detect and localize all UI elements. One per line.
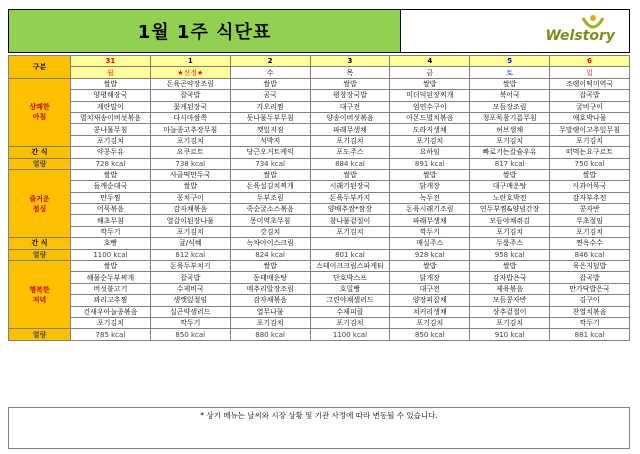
lunch-item: 두부조림 <box>230 192 310 203</box>
breakfast-item: 곰국 <box>230 90 310 101</box>
lunch-item: 깍두기 <box>390 226 470 237</box>
dinner-row <box>9 295 630 306</box>
lunch-item: 죽순굴소스볶음 <box>230 204 310 215</box>
lunch-kcal-value: 824 kcal <box>230 249 310 260</box>
breakfast-item: 쌀밥 <box>310 78 390 89</box>
breakfast-kcal-value: 738 kcal <box>150 158 230 169</box>
lunch-label <box>9 169 71 237</box>
dinner-item: 포기김치 <box>310 317 390 328</box>
dinner-item: 잡곡밥 <box>150 272 230 283</box>
day-cell: 수 <box>230 67 310 78</box>
lunch-item: 사과어묵국 <box>550 181 630 192</box>
breakfast-item: 돗나물두부무침 <box>230 112 310 123</box>
dinner-kcal-value: 850 kcal <box>390 329 470 340</box>
lunch-item: 쌀밥 <box>550 169 630 180</box>
breakfast-kcal-value: 750 kcal <box>550 158 630 169</box>
breakfast-item: 쌀밥 <box>470 78 550 89</box>
breakfast-item: 포기김치 <box>550 135 630 146</box>
breakfast-item: 마늘종고추장무침 <box>150 124 230 135</box>
breakfast-snack-item: 요하임 <box>390 147 470 158</box>
date-row <box>9 56 630 67</box>
breakfast-row <box>9 135 630 146</box>
dinner-row <box>9 306 630 317</box>
breakfast-item: 잡곡밥 <box>150 90 230 101</box>
day-cell: 목 <box>310 67 390 78</box>
lunch-item: 해초무침 <box>71 215 151 226</box>
dinner-item: 모듬콩자반 <box>470 295 550 306</box>
dinner-item: 대구전 <box>390 283 470 294</box>
day-cell: 월 <box>71 67 151 78</box>
header <box>8 9 630 53</box>
lunch-item: 들깨순대국 <box>71 181 151 192</box>
dinner-item: 깍두기 <box>150 317 230 328</box>
date-cell: 6 <box>550 56 630 67</box>
date-cell: 5 <box>470 56 550 67</box>
breakfast-snack-item: 포도주스 <box>310 147 390 158</box>
lunch-row <box>9 204 630 215</box>
day-row <box>9 67 630 78</box>
date-cell: 1 <box>150 56 230 67</box>
dinner-kcal-value: 850 kcal <box>150 329 230 340</box>
dinner-item: 감자밥은국 <box>470 272 550 283</box>
dinner-kcal-value: 785 kcal <box>71 329 151 340</box>
breakfast-kcal-value: 891 kcal <box>390 158 470 169</box>
lunch-item: 파래무생채 <box>390 215 470 226</box>
lunch-item: 쌀밥 <box>470 169 550 180</box>
dinner-item: 감자채볶음 <box>230 295 310 306</box>
breakfast-item: 포기김치 <box>150 135 230 146</box>
breakfast-item: 다시마쌈쪽 <box>150 112 230 123</box>
dinner-item: 꽈리고추찜 <box>71 295 151 306</box>
dinner-row <box>9 261 630 272</box>
lunch-item: 무초절임 <box>550 215 630 226</box>
breakfast-kcal-row <box>9 158 630 169</box>
lunch-item: 갓김치 <box>230 226 310 237</box>
lunch-row <box>9 226 630 237</box>
breakfast-item: 포기김치 <box>71 135 151 146</box>
breakfast-item: 조랭이떡미역국 <box>550 78 630 89</box>
lunch-item: 몽미역초무침 <box>230 215 310 226</box>
breakfast-row <box>9 78 630 89</box>
lunch-item: 꽁치구이 <box>150 192 230 203</box>
lunch-item: 콩자반 <box>550 204 630 215</box>
lunch-item: 사골떡만두국 <box>150 169 230 180</box>
breakfast-label-part: 아침 <box>32 113 47 122</box>
lunch-item: 시래기된장국 <box>310 181 390 192</box>
dinner-item: 육은지덮밥 <box>550 261 630 272</box>
dinner-item: 생깻잎절임 <box>150 295 230 306</box>
lunch-item: 노란호박전 <box>470 192 550 203</box>
lunch-kcal-label: 열량 <box>9 249 71 260</box>
breakfast-kcal-value: 817 kcal <box>470 158 550 169</box>
breakfast-item: 석박지 <box>230 135 310 146</box>
lunch-item: 포기김치 <box>470 226 550 237</box>
dinner-item: 상추겉절이 <box>470 306 550 317</box>
lunch-item: 녹두전 <box>390 192 470 203</box>
dinner-item: 제육볶음 <box>470 283 550 294</box>
breakfast-item: 미더덕된장찌개 <box>390 90 470 101</box>
dinner-item: 잡곡밥 <box>550 272 630 283</box>
dinner-item: 수제피클 <box>310 306 390 317</box>
breakfast-item: 쌀밥 <box>230 78 310 89</box>
breakfast-item: 가오리찜 <box>230 101 310 112</box>
breakfast-snack-item: 요쿠르트 <box>150 147 230 158</box>
date-cell: 31 <box>71 56 151 67</box>
lunch-snack-row <box>9 238 630 249</box>
breakfast-item: 파래무생채 <box>310 124 390 135</box>
dinner-kcal-value: 881 kcal <box>550 329 630 340</box>
breakfast-item: 포기김치 <box>390 135 470 146</box>
lunch-kcal-row <box>9 249 630 260</box>
lunch-item: 모듬야채쥐김 <box>470 215 550 226</box>
breakfast-item: 애호박나물 <box>550 112 630 123</box>
dinner-item: 쌀밥 <box>390 261 470 272</box>
lunch-row <box>9 169 630 180</box>
breakfast-item: 북어국 <box>470 90 550 101</box>
menu-table <box>8 55 630 341</box>
breakfast-kcal-label: 열량 <box>9 158 71 169</box>
lunch-item: 연두부찜&양념간장 <box>470 204 550 215</box>
lunch-item: 어묵볶음 <box>71 204 151 215</box>
breakfast-item: 청포묵참기름무침 <box>470 112 550 123</box>
lunch-snack-label: 간 식 <box>9 238 71 249</box>
header-label: 구분 <box>9 56 71 79</box>
breakfast-item: 계란말이 <box>71 101 151 112</box>
dinner-kcal-value: 910 kcal <box>470 329 550 340</box>
dinner-kcal-row <box>9 329 630 340</box>
lunch-snack-item <box>310 238 390 249</box>
lunch-label-part: 즐거운 <box>29 194 50 203</box>
dinner-item: 만가닥밥은국 <box>550 283 630 294</box>
dinner-item: 포기김치 <box>390 317 470 328</box>
lunch-snack-item: 매실주스 <box>390 238 470 249</box>
lunch-item: 대구매운탕 <box>470 181 550 192</box>
dinner-kcal-value: 1100 kcal <box>310 329 390 340</box>
breakfast-snack-item: 빠로기는칼슘우유 <box>470 147 550 158</box>
page-title: 1월 1주 식단표 <box>9 10 401 52</box>
breakfast-item: 멸치새송이버섯볶음 <box>71 112 151 123</box>
lunch-kcal-value: 846 kcal <box>550 249 630 260</box>
dinner-item: 돈육두부치기 <box>150 261 230 272</box>
footer-note: * 상기 메뉴는 날씨와 시장 상황 및 기관 사정에 따라 변동될 수 있습니다. <box>8 407 630 449</box>
breakfast-item: 쌀밥 <box>71 78 151 89</box>
breakfast-item: 아몬드멸치볶음 <box>390 112 470 123</box>
breakfast-item: 평창장국밥 <box>310 90 390 101</box>
lunch-item: 감자부추전 <box>550 192 630 203</box>
lunch-kcal-value: 958 kcal <box>470 249 550 260</box>
breakfast-item: 무말랭이고추잎무침 <box>550 124 630 135</box>
dinner-label <box>9 261 71 329</box>
lunch-item: 만두찜 <box>71 192 151 203</box>
lunch-item: 포기김치 <box>150 226 230 237</box>
breakfast-item: 대구전 <box>310 101 390 112</box>
breakfast-item: 포기김치 <box>310 135 390 146</box>
breakfast-snack-label: 간 식 <box>9 147 71 158</box>
dinner-item: 동태매운탕 <box>230 272 310 283</box>
dinner-item: 포기김치 <box>71 317 151 328</box>
date-cell: 2 <box>230 56 310 67</box>
dinner-item: 포기김치 <box>230 317 310 328</box>
breakfast-item: 양송이버섯볶음 <box>310 112 390 123</box>
breakfast-label-part: 상쾌한 <box>29 103 50 112</box>
lunch-row <box>9 181 630 192</box>
dinner-label-part: 행복한 <box>29 285 50 294</box>
dinner-item: 쌀밥 <box>71 261 151 272</box>
lunch-item: 쌀밥 <box>230 169 310 180</box>
dinner-item: 해물순두부찌개 <box>71 272 151 283</box>
lunch-item: 참나물겉절이 <box>310 215 390 226</box>
lunch-snack-item: 호빵 <box>71 238 151 249</box>
lunch-item: 돈육시래기조림 <box>390 204 470 215</box>
breakfast-row <box>9 124 630 135</box>
breakfast-item: 깻잎지짐 <box>230 124 310 135</box>
lunch-item: 쌀밥 <box>71 169 151 180</box>
lunch-item: 닭개장 <box>390 181 470 192</box>
dinner-item: 수제비국 <box>150 283 230 294</box>
lunch-item: 돈육두부카지 <box>310 192 390 203</box>
dinner-item: 깍두기 <box>550 317 630 328</box>
lunch-item: 깍두기 <box>71 226 151 237</box>
dinner-item: 양장피잡채 <box>390 295 470 306</box>
breakfast-label <box>9 78 71 146</box>
breakfast-snack-item: 떠먹는요구르트 <box>550 147 630 158</box>
day-cell: ★신정★ <box>150 67 230 78</box>
lunch-item: 포기김치 <box>310 226 390 237</box>
lunch-item: 쌀밥 <box>150 181 230 192</box>
breakfast-item: 돈육곤약장조림 <box>150 78 230 89</box>
breakfast-snack-row <box>9 147 630 158</box>
logo <box>401 10 629 52</box>
breakfast-item: 쌀밥 <box>390 78 470 89</box>
lunch-item: 포기김치 <box>550 226 630 237</box>
lunch-snack-item: 두룸주스 <box>470 238 550 249</box>
dinner-item: 닭개장 <box>390 272 470 283</box>
breakfast-item: 양평해장국 <box>71 90 151 101</box>
lunch-row <box>9 215 630 226</box>
breakfast-snack-item: 약콩두유 <box>71 147 151 158</box>
lunch-kcal-value: 1100 kcal <box>71 249 151 260</box>
lunch-item: 양배추쌈*쌈장 <box>310 204 390 215</box>
dinner-kcal-label: 열량 <box>9 329 71 340</box>
lunch-snack-item: 찐옥수수 <box>550 238 630 249</box>
breakfast-item: 허브샐채 <box>470 124 550 135</box>
dinner-row <box>9 272 630 283</box>
lunch-snack-item: 귤/식혜 <box>150 238 230 249</box>
breakfast-item: 도라지생채 <box>390 124 470 135</box>
dinner-row <box>9 283 630 294</box>
dinner-item: 스테이크크림스파게티 <box>310 261 390 272</box>
dinner-item: 건새우아늘종볶음 <box>71 306 151 317</box>
logo-text: Welstory <box>545 28 615 44</box>
day-cell: 금 <box>390 67 470 78</box>
date-cell: 3 <box>310 56 390 67</box>
dinner-item: 버섯불고기 <box>71 283 151 294</box>
breakfast-item: 꽃게된장국 <box>150 101 230 112</box>
breakfast-item: 엄연수구이 <box>390 101 470 112</box>
breakfast-row <box>9 90 630 101</box>
dinner-item: 찬열치볶음 <box>550 306 630 317</box>
dinner-item: 치커리생채 <box>390 306 470 317</box>
lunch-item: 열갈이된장나물 <box>150 215 230 226</box>
breakfast-item: 모듬장조림 <box>470 101 550 112</box>
dinner-item: 호밀빵 <box>310 283 390 294</box>
breakfast-row <box>9 112 630 123</box>
dinner-item: 메추리알장조림 <box>230 283 310 294</box>
dinner-item: 포기김치 <box>470 317 550 328</box>
lunch-label-part: 점심 <box>32 204 47 213</box>
lunch-kcal-value: 801 kcal <box>310 249 390 260</box>
lunch-item: 쌀밥 <box>390 169 470 180</box>
dinner-item: 단호박스프 <box>310 272 390 283</box>
dinner-item: 그린야채샐러드 <box>310 295 390 306</box>
dinner-item: 김구이 <box>550 295 630 306</box>
dinner-item: 쌀밥 <box>470 261 550 272</box>
breakfast-snack-item: 당근오거트케익 <box>230 147 310 158</box>
dinner-row <box>9 317 630 328</box>
day-cell: 토 <box>470 67 550 78</box>
lunch-snack-item: 녹차아이스크림 <box>230 238 310 249</box>
lunch-item: 쌀밥 <box>310 169 390 180</box>
dinner-label-part: 저녁 <box>32 295 47 304</box>
dinner-item: 열무나물 <box>230 306 310 317</box>
breakfast-kcal-value: 884 kcal <box>310 158 390 169</box>
date-cell: 4 <box>390 56 470 67</box>
dinner-kcal-value: 880 kcal <box>230 329 310 340</box>
breakfast-item: 콩나물무침 <box>71 124 151 135</box>
lunch-kcal-value: 812 kcal <box>150 249 230 260</box>
breakfast-kcal-value: 728 kcal <box>71 158 151 169</box>
lunch-item: 감자채볶음 <box>150 204 230 215</box>
day-cell: 일 <box>550 67 630 78</box>
breakfast-item: 잡곡밥 <box>550 90 630 101</box>
breakfast-kcal-value: 734 kcal <box>230 158 310 169</box>
lunch-row <box>9 192 630 203</box>
lunch-item: 돈육설김치찌개 <box>230 181 310 192</box>
dinner-item: 쌀밥 <box>230 261 310 272</box>
lunch-kcal-value: 928 kcal <box>390 249 470 260</box>
breakfast-item: 굴비구이 <box>550 101 630 112</box>
breakfast-item: 포기김치 <box>470 135 550 146</box>
breakfast-row <box>9 101 630 112</box>
dinner-item: 실곤약샐러드 <box>150 306 230 317</box>
